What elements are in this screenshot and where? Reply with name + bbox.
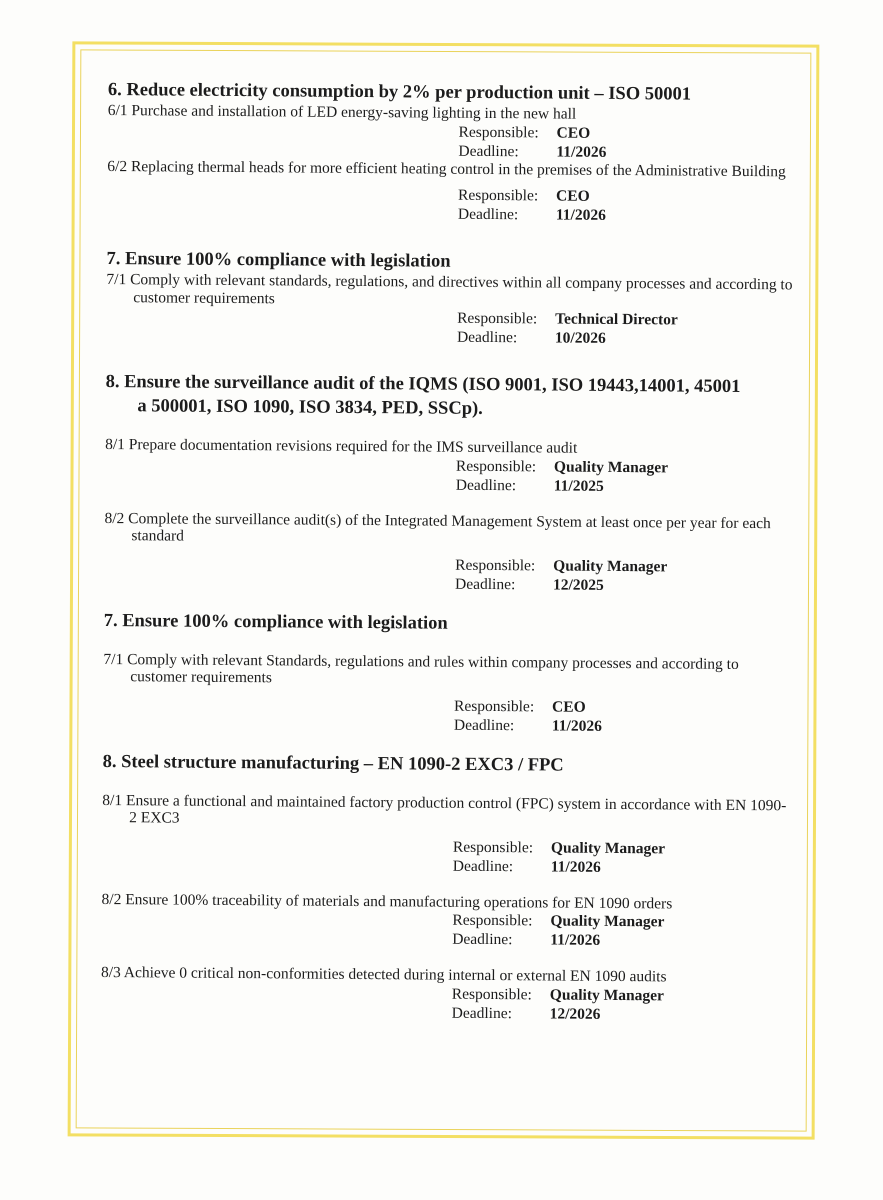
deadline-value: 11/2026	[550, 931, 601, 949]
document-body	[101, 78, 798, 1025]
responsible-value: Quality Manager	[553, 458, 669, 476]
item-meta	[458, 186, 797, 227]
responsible-label: Responsible:	[454, 697, 535, 715]
deadline-label: Deadline:	[452, 857, 514, 875]
deadline-label: Deadline:	[457, 205, 519, 224]
responsible-label: Responsible:	[452, 838, 534, 856]
section-7-second	[103, 608, 794, 736]
deadline-value: 11/2025	[553, 477, 604, 495]
section-8	[104, 370, 796, 596]
responsible-value: Technical Director	[555, 310, 678, 329]
deadline-value: 11/2026	[555, 206, 606, 224]
section-8-second	[101, 749, 793, 1024]
responsible-value: Quality Manager	[549, 985, 664, 1004]
item-text: 7/1 Comply with relevant Standards, regulations and rules within company processes and according to customer requirements	[103, 650, 739, 687]
section-6	[107, 78, 798, 226]
deadline-value: 12/2026	[549, 1004, 601, 1023]
section-heading: 8. Steel structure manufacturing – EN 1090-2 EXC3 / FPC	[102, 751, 564, 776]
responsible-label: Responsible:	[452, 911, 533, 930]
deadline-value: 12/2025	[552, 576, 604, 594]
item-text: 8/3 Achieve 0 critical non-conformities detected during internal or external EN 1090 audits	[100, 963, 667, 986]
item-meta	[452, 911, 791, 952]
item-text: 8/2 Ensure 100% traceability of materials and manufacturing operations for EN 1090 orders	[101, 890, 673, 912]
deadline-value: 10/2026	[554, 329, 606, 347]
deadline-label: Deadline:	[455, 476, 517, 494]
deadline-value: 11/2026	[556, 143, 607, 161]
responsible-value: Quality Manager	[553, 557, 668, 575]
item-text: 8/2 Complete the surveillance audit(s) of the Integrated Management System at least once per year for each standard	[104, 509, 771, 545]
responsible-label: Responsible:	[451, 985, 532, 1003]
responsible-label: Responsible:	[457, 309, 538, 328]
section-heading	[105, 370, 795, 423]
item-text: 6/2 Replacing thermal heads for more efficient heating control in the premises of the Administrative Building	[107, 157, 786, 180]
responsible-value: Quality Manager	[550, 912, 665, 931]
item-meta	[457, 309, 796, 350]
deadline-label: Deadline:	[454, 575, 516, 593]
deadline-value: 11/2026	[550, 858, 601, 876]
item-meta	[456, 456, 795, 497]
deadline-value: 11/2026	[551, 717, 602, 735]
deadline-label: Deadline:	[458, 142, 519, 160]
deadline-label: Deadline:	[451, 1004, 512, 1022]
deadline-label: Deadline:	[452, 930, 513, 949]
deadline-label: Deadline:	[456, 328, 518, 347]
responsible-value: CEO	[556, 124, 591, 142]
section-heading: 6. Reduce electricity consumption by 2% per production unit – ISO 50001	[107, 79, 692, 105]
item-meta	[453, 837, 792, 878]
responsible-value: Quality Manager	[550, 839, 666, 857]
deadline-label: Deadline:	[453, 716, 515, 734]
responsible-label: Responsible:	[458, 123, 539, 141]
item-meta	[454, 696, 793, 737]
item-text: 8/1 Ensure a functional and maintained factory production control (FPC) system in accordance with EN 1090-2 EXC3	[102, 791, 787, 827]
item-text: 7/1 Comply with relevant standards, regulations, and directives within all company processes and according to customer requirements	[106, 270, 793, 307]
section-heading: 7. Ensure 100% compliance with legislation	[106, 248, 451, 272]
responsible-label: Responsible:	[455, 457, 537, 475]
item-text: 8/1 Prepare documentation revisions required for the IMS surveillance audit	[105, 435, 578, 457]
item-text: 6/1 Purchase and installation of LED energy-saving lighting in the new hall	[107, 101, 577, 123]
section-7	[106, 247, 797, 349]
item-meta	[458, 122, 797, 163]
section-heading-continuation: a 500001, ISO 1090, ISO 3834, PED, SSCp).	[137, 396, 483, 419]
section-heading: 7. Ensure 100% compliance with legislation	[103, 610, 448, 634]
item-meta	[452, 984, 791, 1025]
responsible-label: Responsible:	[455, 556, 536, 574]
item-meta	[455, 555, 794, 596]
responsible-value: CEO	[552, 698, 586, 716]
responsible-label: Responsible:	[458, 186, 539, 205]
responsible-value: CEO	[556, 187, 590, 205]
section-heading-line: 8. Ensure the surveillance audit of the IQMS (ISO 9001, ISO 19443,14001, 45001	[105, 371, 741, 397]
